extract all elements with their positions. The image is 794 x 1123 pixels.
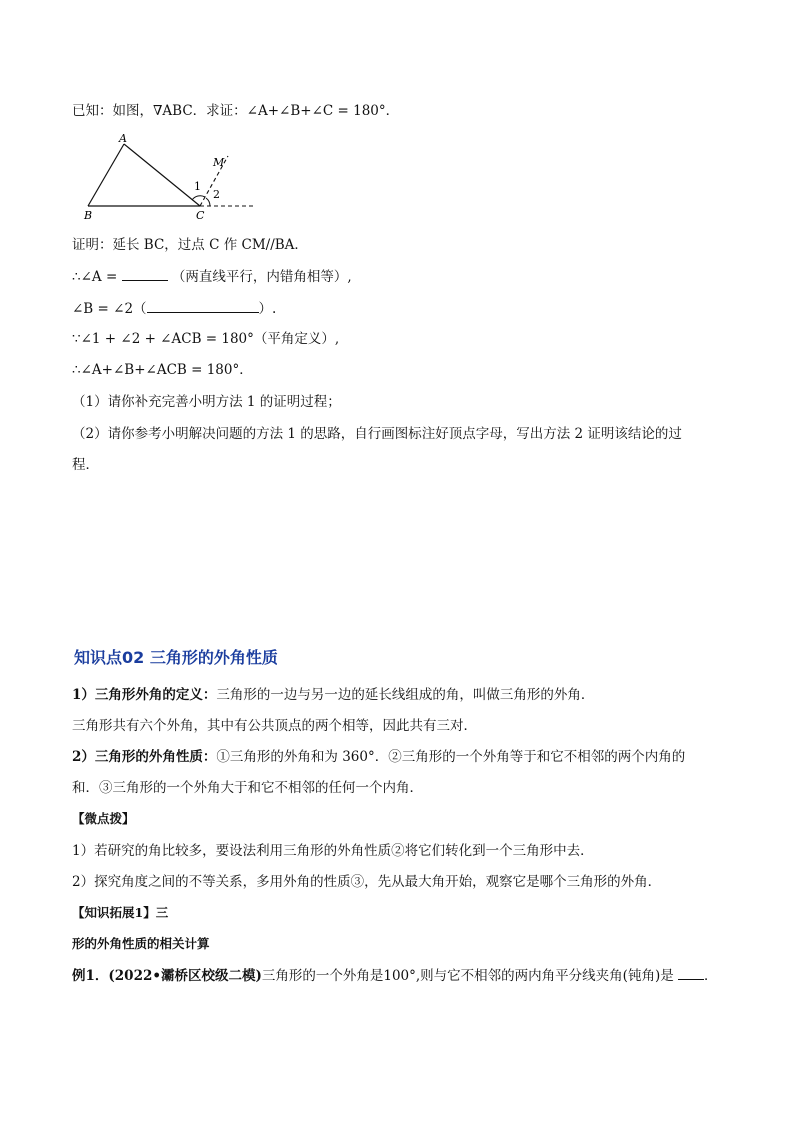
label-c: C [196, 209, 205, 222]
proof-step-2 [72, 298, 734, 319]
section-heading: 知识点02 三角形的外角性质 [74, 648, 278, 667]
example-1 [72, 965, 734, 986]
example-label: 例1．(2022•灞桥区校级二模) [72, 968, 262, 984]
extension-line-2: 形的外角性质的相关计算 [72, 936, 210, 951]
proof-intro: 证明：延长 BC，过点 C 作 CM//BA． [72, 237, 308, 253]
step1-suffix: （两直线平行，内错角相等）, [171, 269, 352, 285]
answer-blank-2[interactable] [147, 298, 259, 313]
proof-step-4: ∴∠A+∠B+∠ACB = 180°． [72, 362, 253, 378]
question-2-line-1: （2）请你参考小明解决问题的方法 1 的思路，自行画图标注好顶点字母，写出方法 2 证明该结论的过 [72, 426, 682, 442]
property-text: ①三角形的外角和为 360°．②三角形的一个外角等于和它不相邻的两个内角的 [216, 749, 686, 765]
proof-step-1 [72, 266, 734, 287]
step2-prefix: ∠B = ∠2（ [72, 301, 147, 317]
definition-line-1 [72, 685, 734, 705]
property-line-1 [72, 747, 734, 767]
definition-text: 三角形的一边与另一边的延长线组成的角，叫做三角形的外角． [216, 687, 595, 703]
given-statement: 已知：如图，∇ABC．求证：∠A+∠B+∠C = 180°． [72, 103, 400, 119]
angle-arc-2 [206, 198, 210, 206]
label-m: M [213, 156, 225, 169]
extension-label: 【知识拓展1】三 [72, 905, 169, 920]
definition-label: 1）三角形外角的定义： [72, 687, 217, 703]
answer-blank-3[interactable] [678, 965, 704, 980]
label-a: A [119, 132, 127, 145]
side-ab [88, 144, 124, 206]
example-text: 三角形的一个外角是100°,则与它不相邻的两内角平分线夹角(钝角)是 [261, 968, 674, 984]
question-1: （1）请你补充完善小明方法 1 的证明过程； [72, 394, 341, 410]
label-2: 2 [213, 188, 220, 201]
step1-prefix: ∴∠A = [72, 269, 118, 285]
label-b: B [84, 209, 93, 222]
example-end: ． [704, 968, 718, 984]
tip-2: 2）探究角度之间的不等关系，多用外角的性质③，先从最大角开始，观察它是哪个三角形的外角． [72, 874, 662, 890]
tip-label: 【微点拨】 [72, 811, 135, 826]
tip-1: 1）若研究的角比较多，要设法利用三角形的外角性质②将它们转化到一个三角形中去． [72, 843, 594, 859]
answer-blank-1[interactable] [122, 266, 168, 281]
proof-step-3: ∵∠1 + ∠2 + ∠ACB = 180°（平角定义）, [72, 331, 340, 347]
angle-arc-1 [192, 196, 205, 200]
triangle-figure [80, 132, 270, 224]
label-1: 1 [194, 180, 201, 193]
side-ac [124, 144, 200, 206]
step2-suffix: ）. [258, 301, 277, 317]
property-label: 2）三角形的外角性质： [72, 749, 217, 765]
question-2-line-2: 程． [72, 457, 99, 473]
property-line-2: 和．③三角形的一个外角大于和它不相邻的任何一个内角． [72, 780, 423, 796]
definition-line-2: 三角形共有六个外角，其中有公共顶点的两个相等，因此共有三对． [72, 718, 477, 734]
